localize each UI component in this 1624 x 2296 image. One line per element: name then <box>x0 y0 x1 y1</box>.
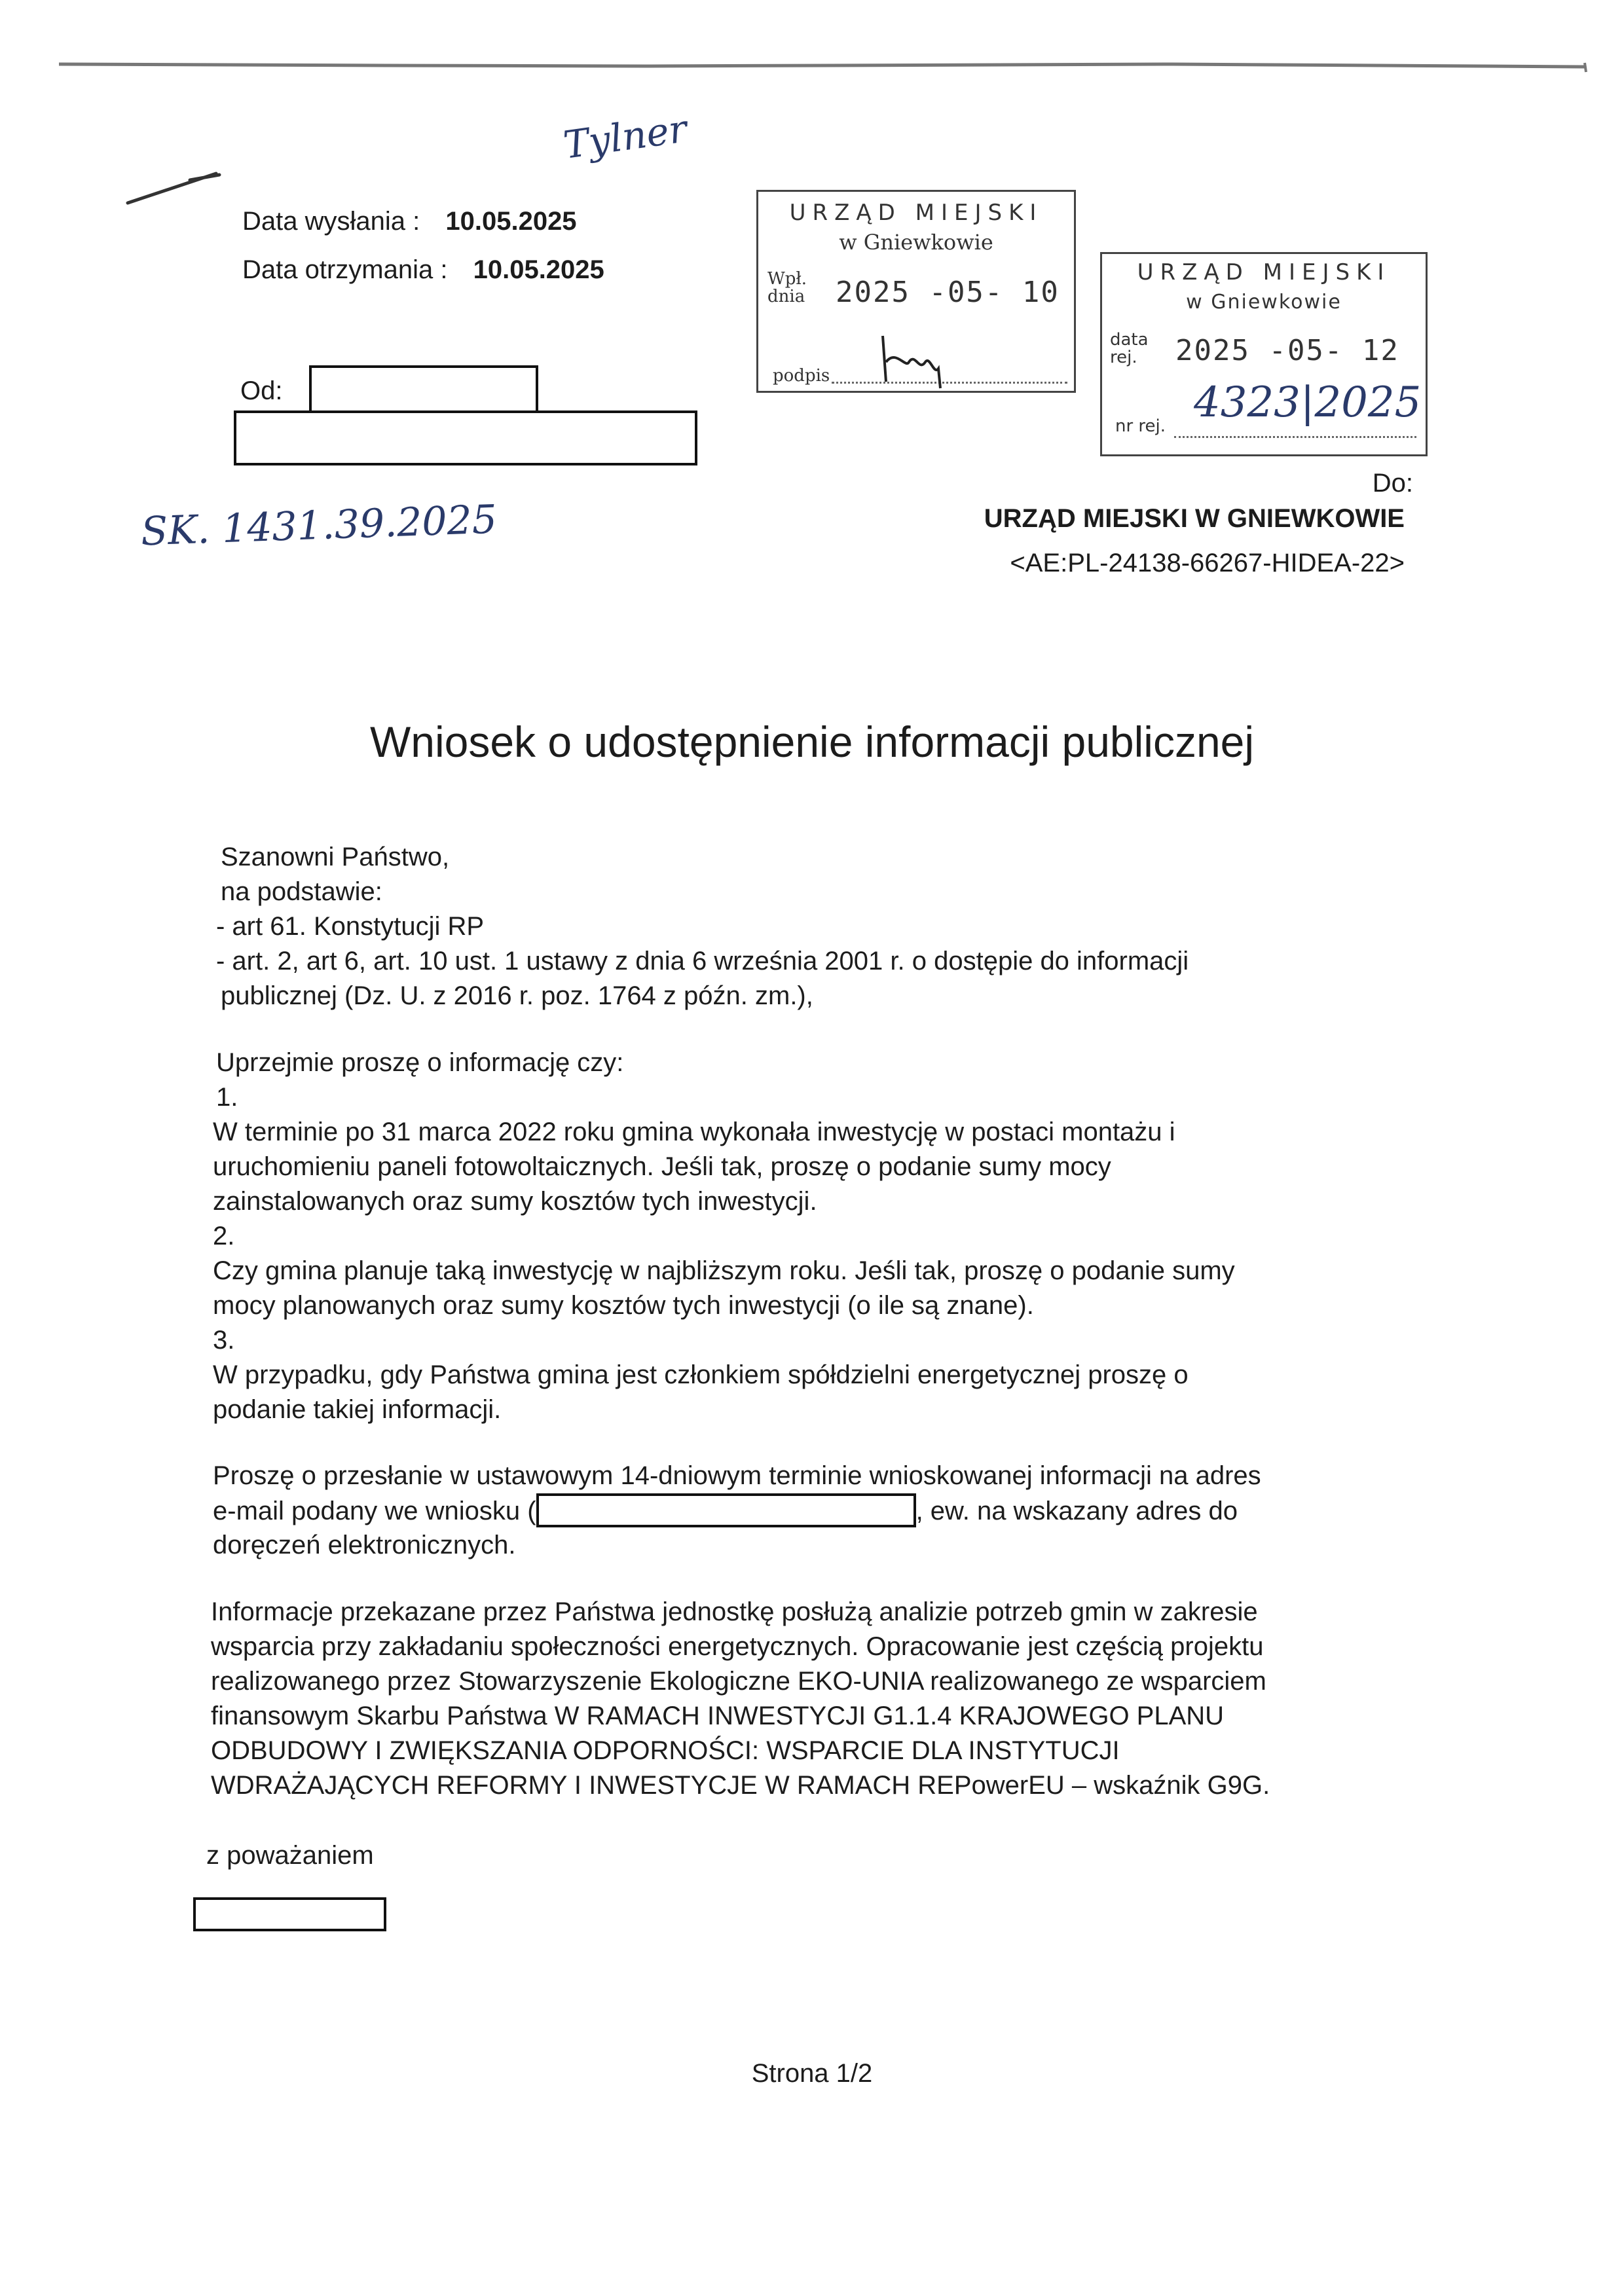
stamp-signature-label: podpis <box>773 366 830 386</box>
request-intro: Uprzejmie proszę o informację czy: <box>216 1048 624 1077</box>
delivery-line-b <box>213 1493 1392 1529</box>
received-date-row <box>242 257 604 283</box>
received-value: 10.05.2025 <box>473 255 604 284</box>
stamp-received-label: Wpł. dnia <box>767 269 807 307</box>
question-3-line-a: W przypadku, gdy Państwa gmina jest członkiem spółdzielni energetycznej proszę o <box>213 1360 1189 1389</box>
received-label: Data otrzymania : <box>242 255 448 284</box>
stamp2-date-label: data rej. <box>1110 330 1149 368</box>
to-label: Do: <box>1372 469 1413 498</box>
redacted-email <box>536 1493 916 1527</box>
redacted-sender-address <box>234 410 697 465</box>
handwritten-case-number: SK. 1431.39.2025 <box>139 496 498 555</box>
info-line-d: finansowym Skarbu Państwa W RAMACH INWESTYCJI G1.1.4 KRAJOWEGO PLANU <box>211 1702 1225 1730</box>
scan-edge-line <box>59 59 1591 79</box>
sent-date-row <box>242 208 577 234</box>
info-line-e: ODBUDOWY I ZWIĘKSZANIA ODPORNOŚCI: WSPARCIE DLA INSTYTUCJI <box>211 1736 1120 1765</box>
stamp-office-name: URZĄD MIEJSKI <box>789 200 1043 226</box>
handwritten-register-number: 4323|2025 <box>1194 378 1422 427</box>
from-label: Od: <box>240 376 283 405</box>
stamp-office-town: w Gniewkowie <box>839 230 993 255</box>
legal-basis-intro: na podstawie: <box>221 877 382 906</box>
delivery-line-a: Proszę o przesłanie w ustawowym 14-dniowym terminie wnioskowanej informacji na adres <box>213 1461 1261 1490</box>
closing: z poważaniem <box>206 1841 374 1870</box>
question-3-number: 3. <box>213 1326 235 1355</box>
stamp2-office-town: w Gniewkowie <box>1186 291 1342 314</box>
registration-stamp <box>1100 252 1428 456</box>
stamp-received-date: 2025 -05- 10 <box>836 276 1060 309</box>
legal-basis-2b: publicznej (Dz. U. z 2016 r. poz. 1764 z późn. zm.), <box>221 981 813 1010</box>
delivery-email-suffix: , ew. na wskazany adres do <box>915 1497 1238 1525</box>
recipient-name: URZĄD MIEJSKI W GNIEWKOWIE <box>984 504 1405 533</box>
delivery-email-prefix: e-mail podany we wniosku ( <box>213 1497 536 1525</box>
stamp2-office-name: URZĄD MIEJSKI <box>1137 259 1391 285</box>
handwritten-signature <box>870 323 948 395</box>
sent-label: Data wysłania : <box>242 207 420 236</box>
question-3-line-b: podanie takiej informacji. <box>213 1395 502 1424</box>
redacted-signature-name <box>193 1897 386 1931</box>
legal-basis-2a: - art. 2, art 6, art. 10 ust. 1 ustawy z dnia 6 września 2001 r. o dostępie do informacji <box>216 947 1189 975</box>
question-1-line-b: uruchomieniu paneli fotowoltaicznych. Jeśli tak, proszę o podanie sumy mocy <box>213 1152 1111 1181</box>
register-dotted-line <box>1174 436 1416 438</box>
info-line-a: Informacje przekazane przez Państwa jednostkę posłużą analizie potrzeb gmin w zakresie <box>211 1597 1258 1626</box>
sent-value: 10.05.2025 <box>445 207 577 236</box>
question-1-number: 1. <box>216 1083 238 1112</box>
info-line-c: realizowanego przez Stowarzyszenie Ekologiczne EKO-UNIA realizowanego ze wsparciem <box>211 1667 1266 1696</box>
signature-dotted-line <box>832 382 1067 384</box>
legal-basis-1: - art 61. Konstytucji RP <box>216 912 485 941</box>
handwritten-note: Tylner <box>561 106 690 168</box>
question-1-line-a: W terminie po 31 marca 2022 roku gmina wykonała inwestycję w postaci montażu i <box>213 1118 1175 1146</box>
document-title: Wniosek o udostępnienie informacji publicznej <box>369 718 1255 766</box>
info-line-f: WDRAŻAJĄCYCH REFORMY I INWESTYCJE W RAMACH REPowerEU – wskaźnik G9G. <box>211 1771 1270 1800</box>
delivery-line-c: doręczeń elektronicznych. <box>213 1531 516 1559</box>
question-2-line-b: mocy planowanych oraz sumy kosztów tych inwestycji (o ile są znane). <box>213 1291 1034 1320</box>
pen-stroke <box>124 167 223 213</box>
stamp2-register-label: nr rej. <box>1115 416 1166 436</box>
recipient-address: <AE:PL-24138-66267-HIDEA-22> <box>1010 549 1405 577</box>
question-1-line-c: zainstalowanych oraz sumy kosztów tych inwestycji. <box>213 1187 817 1216</box>
stamp2-registration-date: 2025 -05- 12 <box>1175 334 1399 367</box>
info-line-b: wsparcia przy zakładaniu społeczności energetycznych. Opracowanie jest częścią projektu <box>211 1632 1264 1661</box>
question-2-number: 2. <box>213 1222 235 1250</box>
page-number: Strona 1/2 <box>751 2059 873 2088</box>
received-stamp <box>756 190 1076 393</box>
question-2-line-a: Czy gmina planuje taką inwestycję w najbliższym roku. Jeśli tak, proszę o podanie sumy <box>213 1256 1235 1285</box>
greeting: Szanowni Państwo, <box>221 843 450 871</box>
